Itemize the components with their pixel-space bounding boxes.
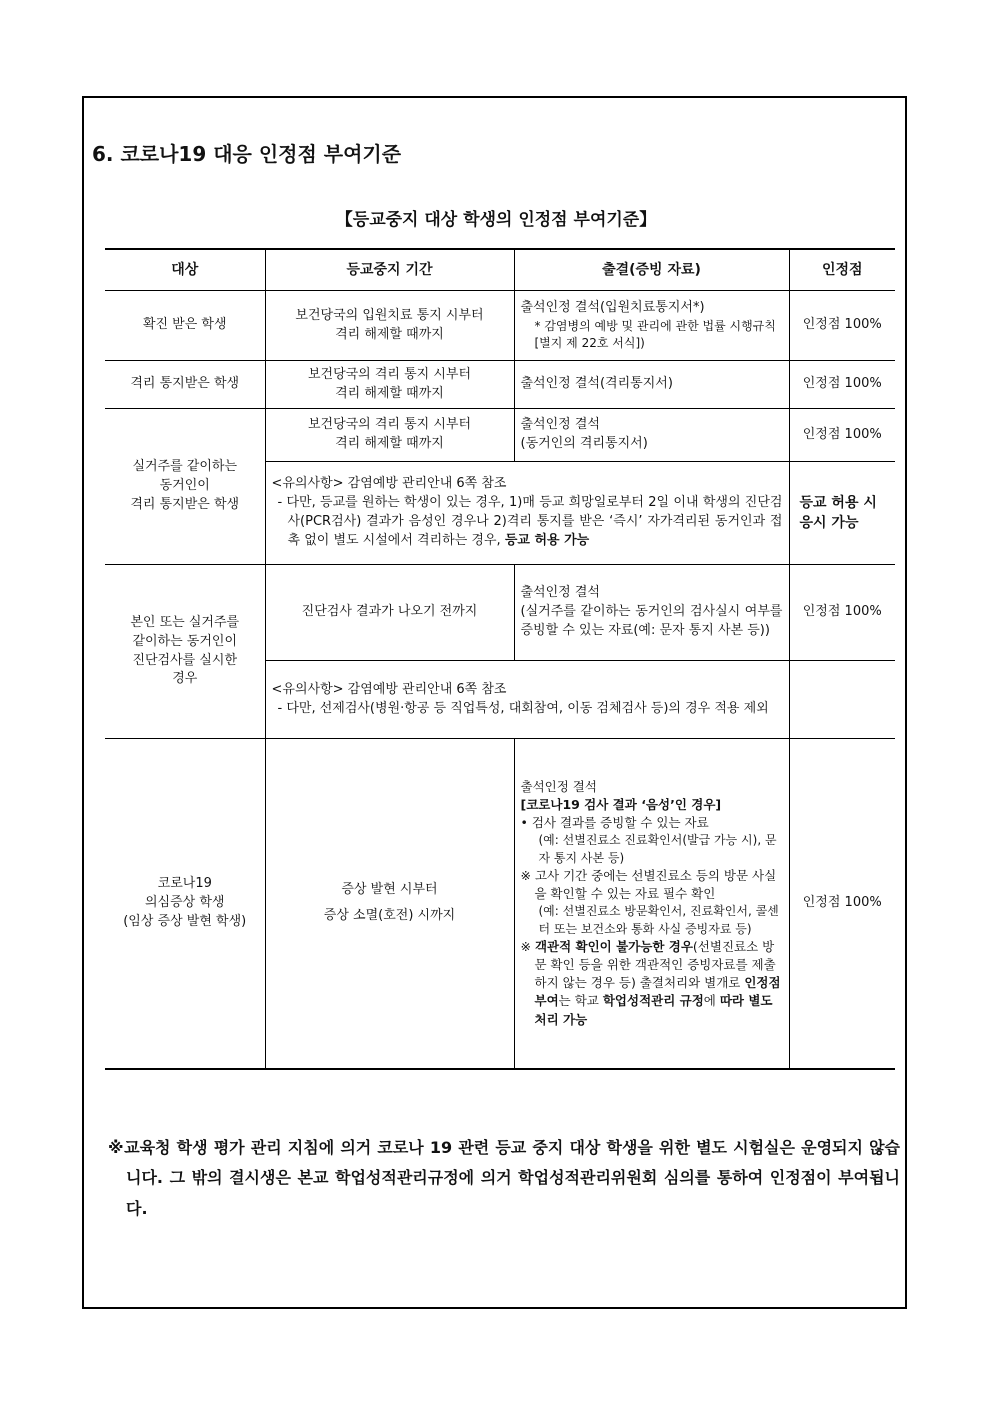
score-cell: 인정점 100%	[789, 409, 895, 462]
table-row	[105, 409, 895, 462]
table-title: 【등교중지 대상 학생의 인정점 부여기준】	[335, 210, 657, 230]
caution-cell: <유의사항> 감염예방 관리안내 6쪽 참조 - 다만, 등교를 원하는 학생이 있는 경우, 1)매 등교 희망일로부터 2일 이내 학생의 진단검사(PCR검사) 결과가 음성인 경우나 2)격리 통지를 받은 ‘즉시’ 자가격리된 동거인과 접촉 없이 별도 시설에서 격리하는 경우, 등교 허용 가능	[265, 462, 789, 565]
period-cell: 진단검사 결과가 나오기 전까지	[265, 565, 514, 661]
score-cell: 인정점 100%	[789, 361, 895, 409]
period-cell: 보건당국의 격리 통지 시부터 격리 해제할 때까지	[265, 361, 514, 409]
period-cell: 보건당국의 입원치료 통지 시부터 격리 해제할 때까지	[265, 291, 514, 361]
table-row	[105, 291, 895, 361]
legal-note: * 감염병의 예방 및 관리에 관한 법률 시행규칙[별지 제 22호 서식])	[534, 318, 776, 350]
caution-cell: <유의사항> 감염예방 관리안내 6쪽 참조 - 다만, 선제검사(병원·항공 등 직업특성, 대회참여, 이동 검체검사 등)의 경우 적용 제외	[265, 661, 789, 739]
header-period: 등교중지 기간	[265, 249, 514, 291]
attendance-cell: 출석인정 결석 [코로나19 검사 결과 ‘음성’인 경우] • 검사 결과를 증빙할 수 있는 자료 (예: 선별진료소 진료확인서(발급 가능 시), 문자 통지 사본 등) ※ 고사 기간 중에는 선별진료소 등의 방문 사실을 확인할 수 있는 자료 필수 확인 (예: 선별진료소 방문확인서, 진료확인서, 콜센터 또는 보건소와 통화 사실 증빙자료 등) ※ 객관적 확인이 불가능한 경우(선별진료소 방문 확인 등을 위한 객관적인 증빙자료를 제출하지 않는 경우 등) 출결처리와 별개로 인정점 부여는 학교 학업성적관리 규정에 따라 별도 처리 가능	[514, 739, 789, 1069]
header-target: 대상	[105, 249, 265, 291]
period-cell: 보건당국의 격리 통지 시부터 격리 해제할 때까지	[265, 409, 514, 462]
attendance-cell: 출석인정 결석 (실거주를 같이하는 동거인의 검사실시 여부를 증빙할 수 있는 자료(예: 문자 통지 사본 등))	[514, 565, 789, 661]
attendance-cell: 출석인정 결석(격리통지서)	[514, 361, 789, 409]
table-row	[105, 361, 895, 409]
target-cell: 확진 받은 학생	[105, 291, 265, 361]
caution-score-cell: 등교 허용 시 응시 가능	[789, 462, 895, 565]
score-cell: 인정점 100%	[789, 565, 895, 661]
target-cell: 코로나19 의심증상 학생 (임상 증상 발현 학생)	[105, 739, 265, 1069]
header-score: 인정점	[789, 249, 895, 291]
target-cell: 격리 통지받은 학생	[105, 361, 265, 409]
section-title: 6. 코로나19 대응 인정점 부여기준	[92, 142, 402, 166]
attendance-cell: 출석인정 결석 (동거인의 격리통지서)	[514, 409, 789, 462]
target-cell: 본인 또는 실거주를 같이하는 동거인이 진단검사를 실시한 경우	[105, 565, 265, 739]
attendance-cell: 출석인정 결석(입원치료통지서*) * 감염병의 예방 및 관리에 관한 법률 시행규칙[별지 제 22호 서식])	[514, 291, 789, 361]
footer-note: ※교육청 학생 평가 관리 지침에 의거 코로나 19 관련 등교 중지 대상 학생을 위한 별도 시험실은 운영되지 않습니다. 그 밖의 결시생은 본교 학업성적관리규정에 의거 학업성적관리위원회 심의를 통하여 인정점이 부여됩니다.	[108, 1138, 900, 1218]
empty-cell	[789, 661, 895, 739]
criteria-table	[105, 248, 895, 1070]
target-cell: 실거주를 같이하는 동거인이 격리 통지받은 학생	[105, 409, 265, 565]
table-header-row	[105, 249, 895, 291]
table-row	[105, 739, 895, 1069]
header-attendance: 출결(증빙 자료)	[514, 249, 789, 291]
score-cell: 인정점 100%	[789, 739, 895, 1069]
score-cell: 인정점 100%	[789, 291, 895, 361]
table-row	[105, 565, 895, 661]
period-cell: 증상 발현 시부터 증상 소멸(호전) 시까지	[265, 739, 514, 1069]
